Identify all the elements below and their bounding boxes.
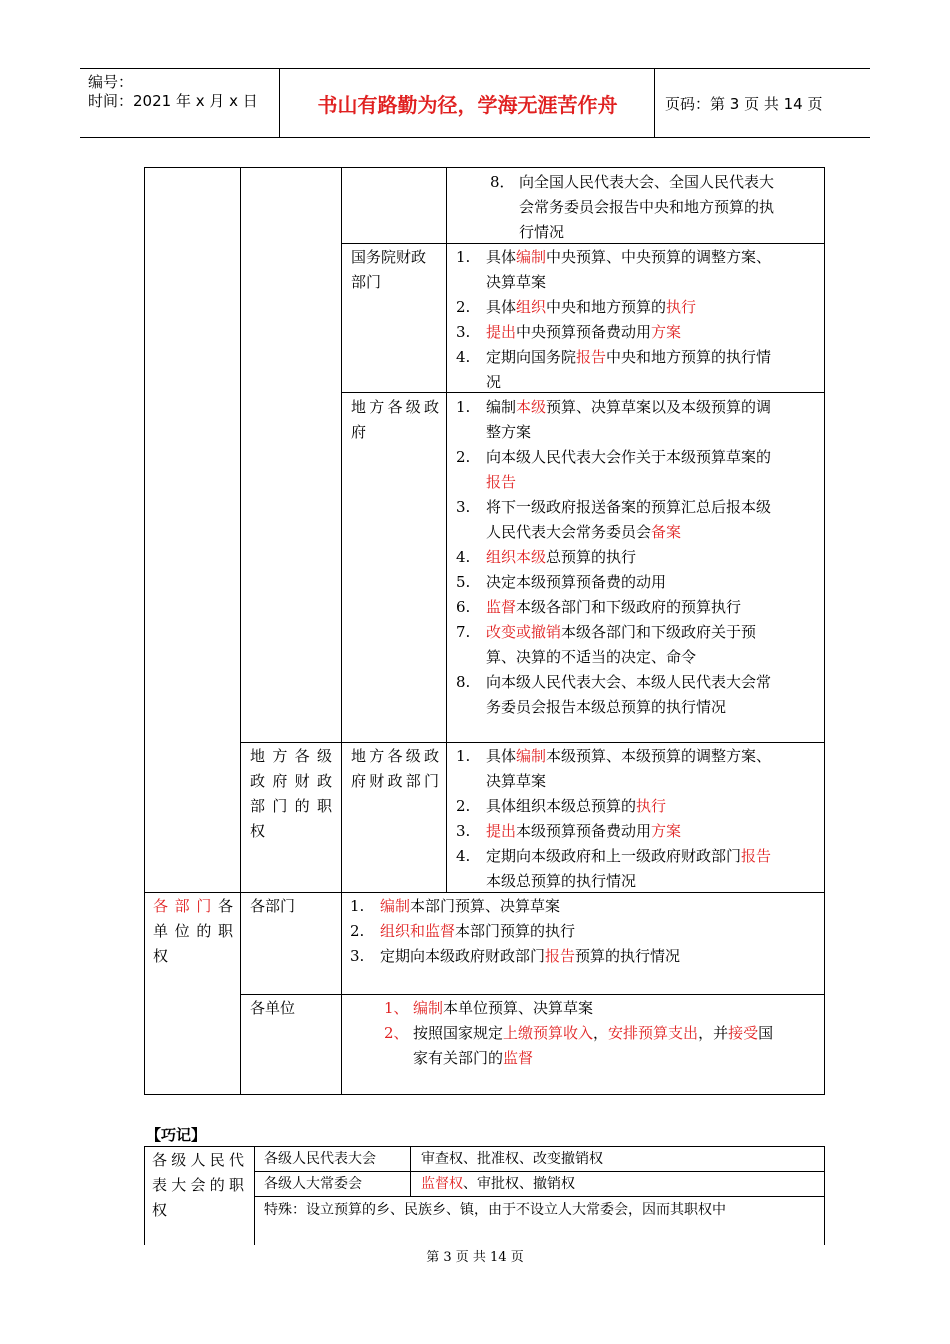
guowuyuan-item-segment: 定期向国务院 bbox=[486, 348, 577, 366]
table-rule bbox=[240, 742, 825, 743]
page-footer: 第 3 页 共 14 页 bbox=[426, 1250, 524, 1265]
guowuyuan-item-number: 1. bbox=[456, 248, 471, 266]
bumen-item-text bbox=[380, 944, 820, 969]
danwei-item-segment: 监督 bbox=[503, 1049, 534, 1067]
guowuyuan-item-text bbox=[486, 345, 816, 370]
qiaoji-powers bbox=[421, 1147, 603, 1172]
difang-zhengfu-item-segment: 总预算的执行 bbox=[546, 548, 637, 566]
guowuyuan-item-segment: 编制 bbox=[516, 248, 547, 266]
difang-zhengfu-item-segment: 向本级人民代表大会、本级人民代表大会常 bbox=[486, 673, 772, 691]
difang-zhengfu-item-number: 3. bbox=[456, 498, 471, 516]
header-info bbox=[80, 69, 280, 137]
difang-zhengfu-item-text bbox=[486, 545, 816, 570]
difang-caizheng-item-segment: 本级总预算的执行情况 bbox=[486, 872, 637, 890]
guowuyuan-item-segment: 执行 bbox=[666, 298, 697, 316]
guowuyuan-item-segment: 方案 bbox=[651, 323, 682, 341]
table-rule bbox=[240, 167, 241, 1095]
guowuyuan-item-segment: 报告 bbox=[576, 348, 607, 366]
danwei-item-segment: 上缴预算收入 bbox=[503, 1024, 594, 1042]
difang-zhengfu-item-segment: 预算、决算草案以及本级预算的调 bbox=[546, 398, 772, 416]
difang-caizheng-item-segment: 具体 bbox=[486, 747, 517, 765]
difang-zhengfu-item-segment: 本级 bbox=[516, 398, 547, 416]
bumen-category bbox=[153, 944, 233, 969]
top-item-text: 向全国人民代表大会、全国人民代表大 bbox=[519, 173, 775, 191]
guowuyuan-item-number: 3. bbox=[456, 323, 471, 341]
bumen-category-segment: 各 bbox=[217, 897, 233, 915]
difang-zhengfu-item-segment: 本级各部门和下级政府关于预 bbox=[561, 623, 757, 641]
difang-caizheng-category: 权 bbox=[250, 822, 266, 840]
guowuyuan-item-number: 2. bbox=[456, 298, 471, 316]
difang-zhengfu-item-segment: 算、决算的不适当的决定、命令 bbox=[486, 648, 697, 666]
danwei-item-number: 1、 bbox=[384, 999, 409, 1017]
difang-zhengfu-item-text bbox=[486, 520, 816, 545]
guowuyuan-item-text bbox=[486, 245, 816, 270]
difang-zhengfu-item-number: 8. bbox=[456, 673, 471, 691]
difang-caizheng-category: 部门的职 bbox=[250, 797, 332, 815]
guowuyuan-label: 部门 bbox=[351, 273, 382, 291]
danwei-item-segment: 接受 bbox=[728, 1024, 759, 1042]
difang-zhengfu-item-segment: 监督 bbox=[486, 598, 517, 616]
difang-caizheng-category: 地方各级 bbox=[250, 747, 332, 765]
guowuyuan-item-segment: 决算草案 bbox=[486, 273, 547, 291]
danwei-item-text bbox=[413, 1021, 773, 1046]
danwei-label: 各单位 bbox=[250, 999, 296, 1017]
difang-caizheng-item-number: 4. bbox=[456, 847, 471, 865]
difang-caizheng-item-text bbox=[486, 794, 816, 819]
difang-caizheng-item-segment: 本级预算、本级预算的调整方案、 bbox=[546, 747, 772, 765]
difang-caizheng-item-segment: 报告 bbox=[741, 847, 772, 865]
bumen-item-segment: 本部门预算、决算草案 bbox=[410, 897, 561, 915]
difang-zhengfu-label: 府 bbox=[351, 423, 367, 441]
difang-caizheng-item-text bbox=[486, 819, 816, 844]
difang-caizheng-item-segment: 方案 bbox=[651, 822, 682, 840]
difang-caizheng-label: 府财政部门 bbox=[351, 772, 439, 790]
bumen-item-number: 3. bbox=[350, 947, 365, 965]
difang-zhengfu-item-segment: 向本级人民代表大会作关于本级预算草案的 bbox=[486, 448, 772, 466]
difang-zhengfu-item-text bbox=[486, 620, 816, 645]
bumen-category-segment: 单位的职 bbox=[153, 922, 233, 940]
guowuyuan-item-text bbox=[486, 370, 816, 395]
page-header bbox=[80, 68, 870, 138]
qiaoji-powers bbox=[421, 1172, 575, 1197]
difang-zhengfu-item-number: 4. bbox=[456, 548, 471, 566]
difang-zhengfu-item-segment: 改变或撤销 bbox=[486, 623, 562, 641]
difang-zhengfu-item-segment: 决定本级预算预备费的动用 bbox=[486, 573, 667, 591]
difang-zhengfu-item-segment: 本级各部门和下级政府的预算执行 bbox=[516, 598, 742, 616]
danwei-item-segment: 本单位预算、决算草案 bbox=[443, 999, 594, 1017]
table-rule bbox=[240, 994, 825, 995]
guowuyuan-item-text bbox=[486, 295, 816, 320]
bumen-item-segment: 定期向本级政府财政部门 bbox=[380, 947, 546, 965]
bumen-item-segment: 编制 bbox=[380, 897, 411, 915]
bumen-item-text bbox=[380, 919, 820, 944]
difang-zhengfu-item-number: 5. bbox=[456, 573, 471, 591]
guowuyuan-item-segment: 中央和地方预算的 bbox=[546, 298, 667, 316]
danwei-item-segment: 按照国家规定 bbox=[413, 1024, 504, 1042]
bumen-item-number: 2. bbox=[350, 922, 365, 940]
bumen-label: 各部门 bbox=[250, 897, 296, 915]
difang-zhengfu-item-segment: 务委员会报告本级总预算的执行情况 bbox=[486, 698, 727, 716]
guowuyuan-item-segment: 况 bbox=[486, 373, 502, 391]
difang-caizheng-item-text bbox=[486, 844, 816, 869]
top-item-number: 8． bbox=[490, 173, 515, 191]
bumen-category-segment: 权 bbox=[153, 947, 169, 965]
difang-caizheng-item-segment: 执行 bbox=[636, 797, 667, 815]
danwei-item-number: 2、 bbox=[384, 1024, 409, 1042]
table-rule bbox=[341, 243, 825, 244]
guowuyuan-item-segment: 中央预算、中央预算的调整方案、 bbox=[546, 248, 772, 266]
guowuyuan-item-segment: 具体 bbox=[486, 298, 517, 316]
table-rule bbox=[341, 167, 342, 893]
page-info: 页码：第 3 页 共 14 页 bbox=[665, 94, 823, 113]
difang-zhengfu-item-number: 2. bbox=[456, 448, 471, 466]
table-rule bbox=[144, 167, 825, 168]
danwei-item-text bbox=[413, 1046, 533, 1071]
qiaoji-category: 表大会的职 bbox=[152, 1176, 244, 1194]
difang-zhengfu-item-segment: 备案 bbox=[651, 523, 682, 541]
difang-caizheng-item-segment: 具体组织本级总预算的 bbox=[486, 797, 637, 815]
qiaoji-title: 【巧记】 bbox=[146, 1126, 207, 1144]
danwei-item-segment: 家有关部门的 bbox=[413, 1049, 504, 1067]
table-rule bbox=[824, 1146, 825, 1245]
bumen-item-segment: 本部门预算的执行 bbox=[455, 922, 576, 940]
difang-zhengfu-item-number: 7. bbox=[456, 623, 471, 641]
qiaoji-category: 权 bbox=[152, 1201, 168, 1219]
difang-zhengfu-item-segment: 人民代表大会常务委员会 bbox=[486, 523, 652, 541]
table-rule bbox=[144, 1094, 825, 1095]
danwei-item-text bbox=[413, 996, 593, 1021]
difang-zhengfu-item-text bbox=[486, 420, 816, 445]
difang-caizheng-item-text bbox=[486, 869, 816, 894]
qiaoji-org: 各级人大常委会 bbox=[264, 1176, 362, 1192]
table-rule bbox=[254, 1146, 255, 1245]
difang-caizheng-item-segment: 决算草案 bbox=[486, 772, 547, 790]
difang-caizheng-item-text bbox=[486, 744, 816, 769]
guowuyuan-item-number: 4. bbox=[456, 348, 471, 366]
difang-zhengfu-item-segment: 组织本级 bbox=[486, 548, 547, 566]
top-item-text: 行情况 bbox=[519, 223, 565, 241]
difang-zhengfu-item-number: 6. bbox=[456, 598, 471, 616]
difang-caizheng-item-number: 2. bbox=[456, 797, 471, 815]
bumen-category bbox=[153, 894, 233, 919]
difang-caizheng-category: 政府财政 bbox=[250, 772, 332, 790]
qiaoji-special: 特殊：设立预算的乡、民族乡、镇，由于不设立人大常委会，因而其职权中 bbox=[264, 1202, 726, 1218]
danwei-item-segment: 安排预算支出 bbox=[608, 1024, 699, 1042]
difang-zhengfu-item-text bbox=[486, 470, 816, 495]
qiaoji-power-segment: 监督权 bbox=[421, 1176, 463, 1192]
difang-zhengfu-item-text bbox=[486, 445, 816, 470]
table-rule bbox=[824, 167, 825, 1095]
danwei-item-segment: 编制 bbox=[413, 999, 444, 1017]
difang-zhengfu-item-text bbox=[486, 595, 816, 620]
guowuyuan-item-segment: 具体 bbox=[486, 248, 517, 266]
table-rule bbox=[341, 892, 342, 1095]
guowuyuan-item-segment: 中央预算预备费动用 bbox=[516, 323, 652, 341]
bumen-item-segment: 组织和监督 bbox=[380, 922, 456, 940]
guowuyuan-item-segment: 中央和地方预算的执行情 bbox=[606, 348, 772, 366]
difang-zhengfu-item-segment: 整方案 bbox=[486, 423, 532, 441]
qiaoji-org: 各级人民代表大会 bbox=[264, 1151, 376, 1167]
table-rule bbox=[144, 1146, 145, 1245]
difang-zhengfu-item-text bbox=[486, 645, 816, 670]
qiaoji-power-segment: 、审批权、撤销权 bbox=[463, 1176, 575, 1192]
difang-zhengfu-item-text bbox=[486, 495, 816, 520]
difang-caizheng-label: 地方各级政 bbox=[351, 747, 439, 765]
guowuyuan-item-segment: 组织 bbox=[516, 298, 547, 316]
danwei-item-segment: ， bbox=[593, 1024, 609, 1042]
difang-caizheng-item-number: 3. bbox=[456, 822, 471, 840]
qiaoji-power-segment: 审查权、批准权、改变撤销权 bbox=[421, 1151, 603, 1167]
top-item-text: 会常务委员会报告中央和地方预算的执 bbox=[519, 198, 775, 216]
bumen-item-segment: 报告 bbox=[545, 947, 576, 965]
difang-caizheng-item-number: 1. bbox=[456, 747, 471, 765]
difang-caizheng-item-text bbox=[486, 769, 816, 794]
bumen-category bbox=[153, 919, 233, 944]
code-label: 编号： bbox=[88, 73, 134, 91]
difang-caizheng-item-segment: 编制 bbox=[516, 747, 547, 765]
difang-caizheng-item-segment: 提出 bbox=[486, 822, 517, 840]
difang-caizheng-item-segment: 定期向本级政府和上一级政府财政部门 bbox=[486, 847, 742, 865]
guowuyuan-item-text bbox=[486, 270, 816, 295]
motto: 书山有路勤为径，学海无涯苦作舟 bbox=[281, 69, 655, 137]
bumen-item-segment: 预算的执行情况 bbox=[575, 947, 681, 965]
qiaoji-category: 各级人民代 bbox=[152, 1151, 244, 1169]
difang-zhengfu-item-text bbox=[486, 695, 816, 720]
guowuyuan-item-text bbox=[486, 320, 816, 345]
table-rule bbox=[410, 1146, 411, 1197]
difang-zhengfu-item-text bbox=[486, 395, 816, 420]
time-label: 时间：2021 年 x 月 x 日 bbox=[88, 92, 258, 110]
danwei-item-segment: ，并 bbox=[698, 1024, 729, 1042]
difang-zhengfu-item-text bbox=[486, 570, 816, 595]
difang-zhengfu-item-text bbox=[486, 670, 816, 695]
bumen-category-segment: 各部门 bbox=[153, 897, 218, 915]
danwei-item-segment: 国 bbox=[758, 1024, 774, 1042]
bumen-item-number: 1. bbox=[350, 897, 365, 915]
bumen-item-text bbox=[380, 894, 820, 919]
guowuyuan-item-segment: 提出 bbox=[486, 323, 517, 341]
difang-zhengfu-label: 地方各级政 bbox=[351, 398, 439, 416]
difang-zhengfu-item-segment: 编制 bbox=[486, 398, 517, 416]
difang-caizheng-item-segment: 本级预算预备费动用 bbox=[516, 822, 652, 840]
difang-zhengfu-item-segment: 报告 bbox=[486, 473, 517, 491]
guowuyuan-label: 国务院财政 bbox=[351, 248, 427, 266]
difang-zhengfu-item-segment: 将下一级政府报送备案的预算汇总后报本级 bbox=[486, 498, 772, 516]
table-rule bbox=[446, 167, 447, 893]
difang-zhengfu-item-number: 1. bbox=[456, 398, 471, 416]
table-rule bbox=[144, 167, 145, 1095]
